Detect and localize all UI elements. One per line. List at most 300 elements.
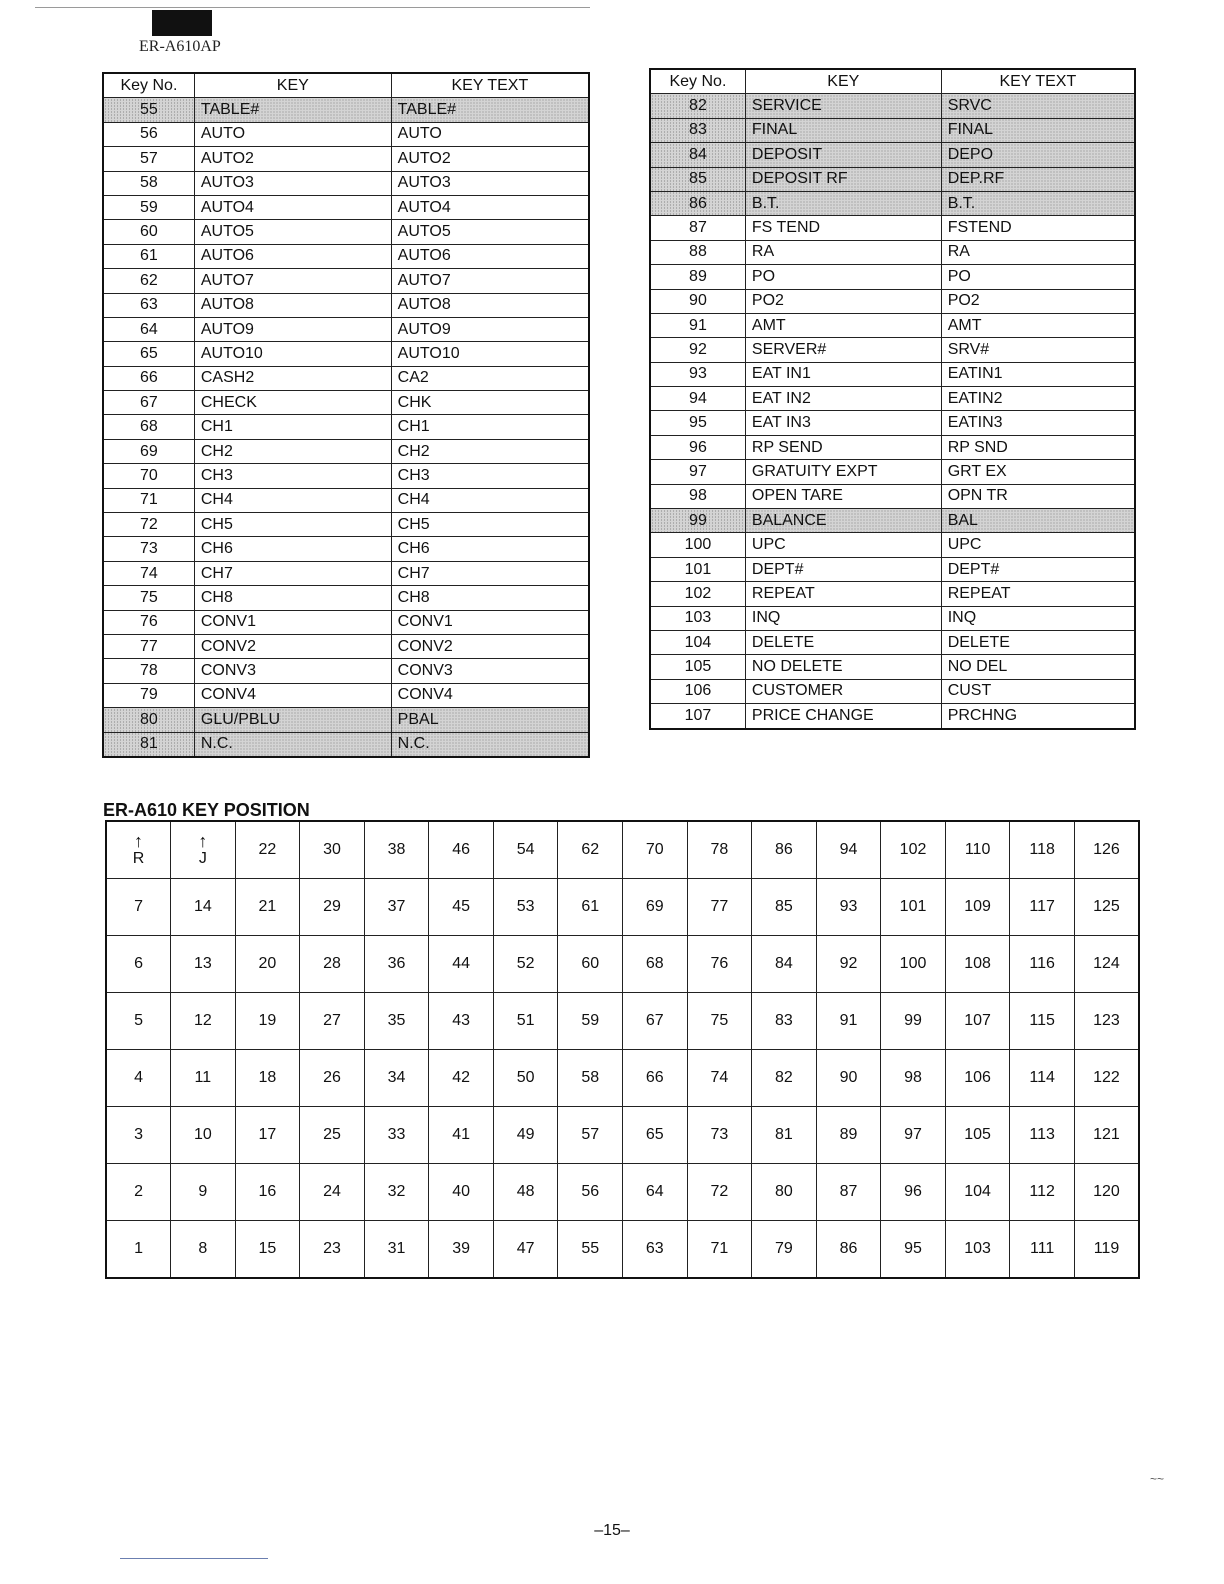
key-position-cell: 66	[623, 1050, 688, 1107]
key-position-cell: 8	[171, 1221, 236, 1279]
header-key-text: KEY TEXT	[391, 73, 589, 98]
key-text-cell: CH3	[391, 464, 589, 488]
key-number-cell: 74	[103, 561, 194, 585]
table-row	[103, 659, 589, 683]
key-number-cell: 103	[650, 606, 745, 630]
key-position-cell	[106, 821, 171, 879]
key-number-cell: 100	[650, 533, 745, 557]
key-text-cell: SRVC	[941, 94, 1135, 118]
key-number-cell: 101	[650, 557, 745, 581]
key-position-cell: 82	[752, 1050, 817, 1107]
key-position-cell: 40	[429, 1164, 494, 1221]
arrow-cell-label: J	[198, 850, 207, 867]
key-position-cell: 23	[300, 1221, 365, 1279]
key-number-cell: 87	[650, 216, 745, 240]
key-text-cell: BAL	[941, 509, 1135, 533]
table-row	[103, 439, 589, 463]
key-position-cell: 111	[1010, 1221, 1075, 1279]
key-number-cell: 78	[103, 659, 194, 683]
up-arrow-icon: ↑	[198, 831, 208, 851]
key-text-cell: REPEAT	[941, 582, 1135, 606]
key-position-cell: 12	[171, 993, 236, 1050]
grid-row	[106, 879, 1139, 936]
key-name-cell: RA	[745, 240, 941, 264]
key-name-cell: CONV3	[194, 659, 391, 683]
table-row	[103, 269, 589, 293]
key-number-cell: 104	[650, 630, 745, 654]
grid-row	[106, 993, 1139, 1050]
key-position-cell: 107	[945, 993, 1010, 1050]
top-rule	[35, 7, 590, 8]
key-name-cell: AUTO10	[194, 342, 391, 366]
key-position-cell: 5	[106, 993, 171, 1050]
header-key: KEY	[745, 69, 941, 94]
table-row	[103, 415, 589, 439]
key-number-cell: 70	[103, 464, 194, 488]
grid-row	[106, 936, 1139, 993]
key-position-cell: 50	[493, 1050, 558, 1107]
key-name-cell: OPEN TARE	[745, 484, 941, 508]
key-name-cell: FINAL	[745, 118, 941, 142]
key-text-cell: DEPO	[941, 143, 1135, 167]
key-position-cell: 84	[752, 936, 817, 993]
key-name-cell: CH1	[194, 415, 391, 439]
key-position-cell: 59	[558, 993, 623, 1050]
key-text-cell: AUTO9	[391, 317, 589, 341]
key-number-cell: 56	[103, 122, 194, 146]
key-position-cell: 53	[493, 879, 558, 936]
key-position-cell: 17	[235, 1107, 300, 1164]
key-position-cell: 125	[1074, 879, 1139, 936]
table-row	[103, 634, 589, 658]
key-text-cell: OPN TR	[941, 484, 1135, 508]
key-position-cell: 57	[558, 1107, 623, 1164]
key-number-cell: 84	[650, 143, 745, 167]
key-number-cell: 75	[103, 586, 194, 610]
table-row	[103, 195, 589, 219]
key-position-cell: 103	[945, 1221, 1010, 1279]
key-text-cell: AUTO6	[391, 244, 589, 268]
key-position-cell: 102	[881, 821, 946, 879]
key-position-cell: 41	[429, 1107, 494, 1164]
key-position-cell: 96	[881, 1164, 946, 1221]
key-number-cell: 91	[650, 313, 745, 337]
key-name-cell: CASH2	[194, 366, 391, 390]
table-row	[650, 289, 1135, 313]
table-row	[650, 313, 1135, 337]
table-row	[650, 167, 1135, 191]
key-name-cell: AUTO6	[194, 244, 391, 268]
key-position-cell	[171, 821, 236, 879]
key-number-cell: 79	[103, 683, 194, 707]
key-name-cell: DELETE	[745, 630, 941, 654]
up-arrow-icon: ↑	[134, 831, 144, 851]
grid-row	[106, 1050, 1139, 1107]
table-row	[650, 533, 1135, 557]
key-number-cell: 96	[650, 435, 745, 459]
key-name-cell: RP SEND	[745, 435, 941, 459]
key-name-cell: EAT IN3	[745, 411, 941, 435]
key-position-cell: 124	[1074, 936, 1139, 993]
key-text-cell: PO	[941, 265, 1135, 289]
key-name-cell: AUTO5	[194, 220, 391, 244]
key-name-cell: PRICE CHANGE	[745, 704, 941, 729]
key-position-cell: 42	[429, 1050, 494, 1107]
key-position-cell: 61	[558, 879, 623, 936]
key-position-cell: 67	[623, 993, 688, 1050]
key-position-cell: 28	[300, 936, 365, 993]
key-position-cell: 74	[687, 1050, 752, 1107]
key-position-cell: 21	[235, 879, 300, 936]
key-position-cell: 9	[171, 1164, 236, 1221]
table-row	[650, 582, 1135, 606]
key-number-cell: 73	[103, 537, 194, 561]
table-row	[103, 464, 589, 488]
key-position-cell: 19	[235, 993, 300, 1050]
key-text-cell: CONV4	[391, 683, 589, 707]
key-number-cell: 102	[650, 582, 745, 606]
key-number-cell: 85	[650, 167, 745, 191]
key-text-cell: EATIN2	[941, 387, 1135, 411]
key-number-cell: 98	[650, 484, 745, 508]
key-position-cell: 30	[300, 821, 365, 879]
key-position-cell: 54	[493, 821, 558, 879]
key-position-cell: 105	[945, 1107, 1010, 1164]
key-text-cell: FINAL	[941, 118, 1135, 142]
key-number-cell: 58	[103, 171, 194, 195]
redaction-block	[152, 10, 212, 36]
key-position-cell: 62	[558, 821, 623, 879]
table-row	[650, 460, 1135, 484]
key-position-cell: 86	[816, 1221, 881, 1279]
key-name-cell: CHECK	[194, 391, 391, 415]
table-row	[650, 94, 1135, 118]
key-position-cell: 80	[752, 1164, 817, 1221]
table-row	[103, 513, 589, 537]
key-name-cell: PO2	[745, 289, 941, 313]
key-number-cell: 95	[650, 411, 745, 435]
key-position-cell: 11	[171, 1050, 236, 1107]
key-name-cell: BALANCE	[745, 509, 941, 533]
table-row	[650, 118, 1135, 142]
key-name-cell: B.T.	[745, 191, 941, 215]
arrow-cell-label: R	[132, 850, 145, 867]
key-position-cell: 27	[300, 993, 365, 1050]
key-position-cell: 76	[687, 936, 752, 993]
table-row	[650, 435, 1135, 459]
table-row	[103, 342, 589, 366]
key-position-cell: 69	[623, 879, 688, 936]
key-number-cell: 99	[650, 509, 745, 533]
key-number-cell: 66	[103, 366, 194, 390]
key-name-cell: CH2	[194, 439, 391, 463]
key-position-cell: 99	[881, 993, 946, 1050]
key-position-cell: 113	[1010, 1107, 1075, 1164]
key-text-cell: UPC	[941, 533, 1135, 557]
key-position-cell: 77	[687, 879, 752, 936]
table-row	[650, 509, 1135, 533]
key-name-cell: CONV1	[194, 610, 391, 634]
key-number-cell: 71	[103, 488, 194, 512]
table-row	[650, 606, 1135, 630]
key-text-cell: FSTEND	[941, 216, 1135, 240]
key-number-cell: 57	[103, 147, 194, 171]
key-name-cell: CONV4	[194, 683, 391, 707]
key-text-cell: CH4	[391, 488, 589, 512]
key-name-cell: CH7	[194, 561, 391, 585]
table-row	[650, 679, 1135, 703]
table-row	[103, 488, 589, 512]
key-position-cell: 33	[364, 1107, 429, 1164]
key-number-cell: 90	[650, 289, 745, 313]
table-row	[103, 391, 589, 415]
key-position-cell: 72	[687, 1164, 752, 1221]
table-row	[103, 732, 589, 757]
table-row	[103, 561, 589, 585]
key-position-grid	[105, 820, 1140, 1279]
key-position-cell: 49	[493, 1107, 558, 1164]
key-name-cell: DEPOSIT RF	[745, 167, 941, 191]
key-position-cell: 36	[364, 936, 429, 993]
table-row	[103, 610, 589, 634]
key-name-cell: EAT IN1	[745, 362, 941, 386]
table-row	[103, 586, 589, 610]
key-position-cell: 22	[235, 821, 300, 879]
key-text-cell: AUTO8	[391, 293, 589, 317]
model-label: ER-A610AP	[139, 38, 221, 55]
key-name-cell: AUTO	[194, 122, 391, 146]
table-row	[650, 411, 1135, 435]
key-text-cell: CH1	[391, 415, 589, 439]
key-table-left	[102, 72, 590, 758]
key-text-cell: CONV1	[391, 610, 589, 634]
key-position-cell: 35	[364, 993, 429, 1050]
key-name-cell: AUTO8	[194, 293, 391, 317]
key-position-cell: 108	[945, 936, 1010, 993]
key-position-cell: 98	[881, 1050, 946, 1107]
key-text-cell: CH6	[391, 537, 589, 561]
key-text-cell: CONV3	[391, 659, 589, 683]
key-text-cell: AUTO5	[391, 220, 589, 244]
key-position-cell: 65	[623, 1107, 688, 1164]
grid-row	[106, 1164, 1139, 1221]
table-row	[650, 338, 1135, 362]
key-text-cell: SRV#	[941, 338, 1135, 362]
key-position-cell: 45	[429, 879, 494, 936]
key-text-cell: CONV2	[391, 634, 589, 658]
key-text-cell: DEPT#	[941, 557, 1135, 581]
key-text-cell: PRCHNG	[941, 704, 1135, 729]
key-number-cell: 83	[650, 118, 745, 142]
key-name-cell: AMT	[745, 313, 941, 337]
key-position-cell: 48	[493, 1164, 558, 1221]
key-text-cell: CH2	[391, 439, 589, 463]
key-position-cell: 101	[881, 879, 946, 936]
key-position-cell: 70	[623, 821, 688, 879]
key-text-cell: GRT EX	[941, 460, 1135, 484]
bottom-rule	[120, 1558, 268, 1559]
key-text-cell: NO DEL	[941, 655, 1135, 679]
key-name-cell: NO DELETE	[745, 655, 941, 679]
table-row	[650, 704, 1135, 729]
key-position-cell: 56	[558, 1164, 623, 1221]
key-text-cell: AUTO2	[391, 147, 589, 171]
key-number-cell: 80	[103, 708, 194, 732]
key-position-cell: 121	[1074, 1107, 1139, 1164]
key-text-cell: TABLE#	[391, 98, 589, 122]
key-name-cell: AUTO3	[194, 171, 391, 195]
key-position-cell: 71	[687, 1221, 752, 1279]
key-text-cell: EATIN3	[941, 411, 1135, 435]
key-position-cell: 75	[687, 993, 752, 1050]
key-text-cell: PO2	[941, 289, 1135, 313]
key-position-cell: 44	[429, 936, 494, 993]
key-position-cell: 55	[558, 1221, 623, 1279]
header-key: KEY	[194, 73, 391, 98]
table-row	[103, 98, 589, 122]
key-name-cell: CH3	[194, 464, 391, 488]
table-row	[103, 366, 589, 390]
key-position-cell: 51	[493, 993, 558, 1050]
table-row	[650, 191, 1135, 215]
key-position-cell: 78	[687, 821, 752, 879]
table-header-row	[103, 73, 589, 98]
table-header-row	[650, 69, 1135, 94]
key-position-cell: 58	[558, 1050, 623, 1107]
key-number-cell: 67	[103, 391, 194, 415]
key-name-cell: UPC	[745, 533, 941, 557]
table-row	[103, 171, 589, 195]
table-row	[650, 240, 1135, 264]
key-position-cell: 24	[300, 1164, 365, 1221]
key-text-cell: AMT	[941, 313, 1135, 337]
key-position-cell: 97	[881, 1107, 946, 1164]
key-name-cell: DEPT#	[745, 557, 941, 581]
key-position-cell: 119	[1074, 1221, 1139, 1279]
table-row	[650, 362, 1135, 386]
key-position-cell: 68	[623, 936, 688, 993]
table-row	[103, 122, 589, 146]
key-name-cell: DEPOSIT	[745, 143, 941, 167]
key-position-cell: 13	[171, 936, 236, 993]
table-row	[650, 143, 1135, 167]
key-position-cell: 64	[623, 1164, 688, 1221]
key-text-cell: CH5	[391, 513, 589, 537]
key-text-cell: B.T.	[941, 191, 1135, 215]
key-name-cell: AUTO4	[194, 195, 391, 219]
key-name-cell: N.C.	[194, 732, 391, 757]
table-row	[650, 216, 1135, 240]
key-number-cell: 63	[103, 293, 194, 317]
header-key-no: Key No.	[103, 73, 194, 98]
key-position-cell: 85	[752, 879, 817, 936]
key-position-cell: 114	[1010, 1050, 1075, 1107]
key-position-cell: 110	[945, 821, 1010, 879]
key-text-cell: EATIN1	[941, 362, 1135, 386]
key-name-cell: EAT IN2	[745, 387, 941, 411]
key-position-cell: 1	[106, 1221, 171, 1279]
key-name-cell: CONV2	[194, 634, 391, 658]
key-position-cell: 106	[945, 1050, 1010, 1107]
key-position-cell: 34	[364, 1050, 429, 1107]
key-position-cell: 32	[364, 1164, 429, 1221]
key-table-right	[649, 68, 1136, 730]
key-number-cell: 77	[103, 634, 194, 658]
key-position-cell: 60	[558, 936, 623, 993]
key-position-cell: 46	[429, 821, 494, 879]
key-position-cell: 43	[429, 993, 494, 1050]
key-position-cell: 47	[493, 1221, 558, 1279]
key-text-cell: AUTO10	[391, 342, 589, 366]
key-number-cell: 92	[650, 338, 745, 362]
key-number-cell: 64	[103, 317, 194, 341]
key-position-cell: 123	[1074, 993, 1139, 1050]
key-text-cell: DELETE	[941, 630, 1135, 654]
table-row	[103, 147, 589, 171]
key-name-cell: AUTO9	[194, 317, 391, 341]
table-row	[103, 220, 589, 244]
table-row	[650, 630, 1135, 654]
table-row	[103, 244, 589, 268]
key-position-cell: 104	[945, 1164, 1010, 1221]
key-position-cell: 3	[106, 1107, 171, 1164]
key-position-cell: 109	[945, 879, 1010, 936]
table-row	[103, 537, 589, 561]
key-text-cell: AUTO7	[391, 269, 589, 293]
key-text-cell: AUTO4	[391, 195, 589, 219]
key-position-cell: 93	[816, 879, 881, 936]
key-number-cell: 65	[103, 342, 194, 366]
key-number-cell: 76	[103, 610, 194, 634]
key-position-cell: 83	[752, 993, 817, 1050]
key-text-cell: AUTO3	[391, 171, 589, 195]
key-name-cell: CH8	[194, 586, 391, 610]
key-name-cell: GRATUITY EXPT	[745, 460, 941, 484]
key-number-cell: 72	[103, 513, 194, 537]
key-name-cell: CH4	[194, 488, 391, 512]
key-number-cell: 89	[650, 265, 745, 289]
key-position-cell: 116	[1010, 936, 1075, 993]
key-position-cell: 87	[816, 1164, 881, 1221]
key-position-cell: 73	[687, 1107, 752, 1164]
key-name-cell: SERVICE	[745, 94, 941, 118]
key-number-cell: 62	[103, 269, 194, 293]
key-name-cell: FS TEND	[745, 216, 941, 240]
key-text-cell: PBAL	[391, 708, 589, 732]
key-number-cell: 107	[650, 704, 745, 729]
grid-row	[106, 821, 1139, 879]
key-name-cell: CH6	[194, 537, 391, 561]
key-number-cell: 88	[650, 240, 745, 264]
key-number-cell: 93	[650, 362, 745, 386]
key-text-cell: RP SND	[941, 435, 1135, 459]
key-number-cell: 61	[103, 244, 194, 268]
page-number: –15–	[594, 1522, 630, 1539]
key-name-cell: CUSTOMER	[745, 679, 941, 703]
key-position-cell: 16	[235, 1164, 300, 1221]
key-text-cell: CA2	[391, 366, 589, 390]
key-position-cell: 29	[300, 879, 365, 936]
table-row	[650, 484, 1135, 508]
grid-row	[106, 1221, 1139, 1279]
key-position-cell: 25	[300, 1107, 365, 1164]
key-position-cell: 91	[816, 993, 881, 1050]
key-position-cell: 79	[752, 1221, 817, 1279]
key-name-cell: SERVER#	[745, 338, 941, 362]
key-text-cell: CHK	[391, 391, 589, 415]
key-position-cell: 94	[816, 821, 881, 879]
key-name-cell: CH5	[194, 513, 391, 537]
